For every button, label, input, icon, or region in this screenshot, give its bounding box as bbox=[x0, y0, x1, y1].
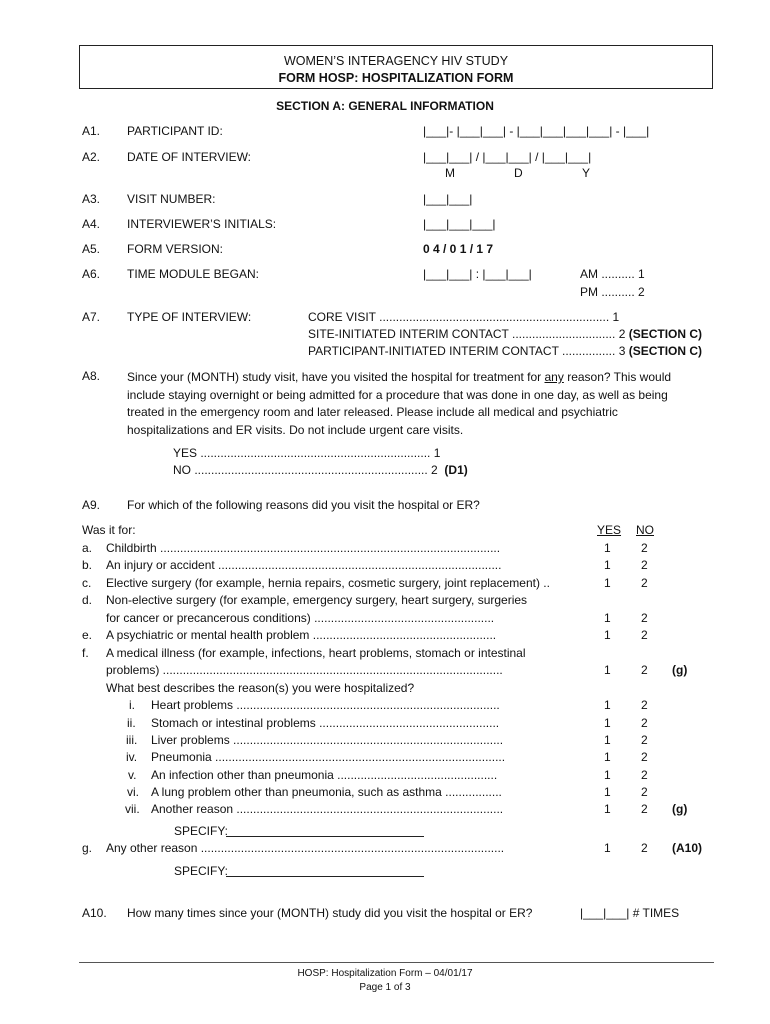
a6-number: A6. bbox=[82, 267, 101, 281]
times-field[interactable]: |___|___| # TIMES bbox=[580, 906, 680, 920]
a4-label: INTERVIEWER’S INITIALS: bbox=[127, 217, 277, 231]
item-e-letter: e. bbox=[82, 628, 93, 642]
item-fii-no[interactable]: 2 bbox=[641, 716, 648, 730]
item-fv-yes[interactable]: 1 bbox=[604, 768, 611, 782]
form-title: FORM HOSP: HOSPITALIZATION FORM bbox=[278, 71, 514, 85]
item-fvii-yes[interactable]: 1 bbox=[604, 802, 611, 816]
a7-label: TYPE OF INTERVIEW: bbox=[127, 310, 252, 324]
a9-question: For which of the following reasons did you visit the hospital or ER? bbox=[127, 498, 480, 512]
a8-question-post: reason? This would include staying overnight or being admitted for a procedure that was done in one day, as well as being treated in the emergency room and later released. Please include all medical and psychiatric hospitalizations and ER visits. Do not include urgent care visits. bbox=[127, 370, 672, 437]
a3-number: A3. bbox=[82, 192, 101, 206]
item-b-yes[interactable]: 1 bbox=[604, 558, 611, 572]
item-b-text: An injury or accident ..................................................................................... bbox=[106, 558, 502, 572]
item-d-yes[interactable]: 1 bbox=[604, 611, 611, 625]
item-b-letter: b. bbox=[82, 558, 93, 572]
item-c-text: Elective surgery (for example, hernia repairs, cosmetic surgery, joint replacement) .. bbox=[106, 576, 550, 590]
col-no-header: NO bbox=[636, 523, 654, 537]
site-interim-label: SITE-INITIATED INTERIM CONTACT ............................... 2 bbox=[308, 327, 626, 341]
item-d-letter: d. bbox=[82, 593, 93, 607]
item-d-no[interactable]: 2 bbox=[641, 611, 648, 625]
item-e-no[interactable]: 2 bbox=[641, 628, 648, 642]
item-a-letter: a. bbox=[82, 541, 93, 555]
a10-number: A10. bbox=[82, 906, 107, 920]
item-fiv-no[interactable]: 2 bbox=[641, 750, 648, 764]
a8-question bbox=[127, 369, 702, 439]
item-c-no[interactable]: 2 bbox=[641, 576, 648, 590]
item-fvi-no[interactable]: 2 bbox=[641, 785, 648, 799]
item-fv-no[interactable]: 2 bbox=[641, 768, 648, 782]
section-a-title: SECTION A: GENERAL INFORMATION bbox=[276, 99, 494, 113]
a5-label: FORM VERSION: bbox=[127, 242, 224, 256]
item-fv-num: v. bbox=[128, 768, 137, 782]
a2-label: DATE OF INTERVIEW: bbox=[127, 150, 252, 164]
am-option[interactable]: AM .......... 1 bbox=[580, 267, 645, 281]
participant-id-field[interactable]: |___|- |___|___| - |___|___|___|___| - |___| bbox=[423, 124, 650, 138]
item-f-subquestion: What best describes the reason(s) you were hospitalized? bbox=[106, 681, 415, 695]
a8-number: A8. bbox=[82, 369, 101, 383]
date-year-label: Y bbox=[582, 166, 591, 180]
a8-no-label: NO ...................................................................... 2 bbox=[173, 463, 438, 477]
item-fvii-num: vii. bbox=[125, 802, 140, 816]
item-b-no[interactable]: 2 bbox=[641, 558, 648, 572]
item-f-no[interactable]: 2 bbox=[641, 663, 648, 677]
interview-date-field[interactable]: |___|___| / |___|___| / |___|___| bbox=[423, 150, 592, 164]
item-fiv-text: Pneumonia ....................................................................................... bbox=[151, 750, 506, 764]
item-fvii-no[interactable]: 2 bbox=[641, 802, 648, 816]
item-f-yes[interactable]: 1 bbox=[604, 663, 611, 677]
time-began-field[interactable]: |___|___| : |___|___| bbox=[423, 267, 532, 281]
a1-label: PARTICIPANT ID: bbox=[127, 124, 223, 138]
fvii-specify-label: SPECIFY: bbox=[174, 824, 229, 838]
was-it-for: Was it for: bbox=[82, 523, 136, 537]
fvii-specify-line[interactable] bbox=[226, 836, 424, 837]
study-title: WOMEN’S INTERAGENCY HIV STUDY bbox=[283, 54, 509, 68]
item-e-yes[interactable]: 1 bbox=[604, 628, 611, 642]
item-fiv-num: iv. bbox=[126, 750, 138, 764]
item-g-skip: (A10) bbox=[672, 841, 703, 855]
g-specify-label: SPECIFY: bbox=[174, 864, 229, 878]
col-yes-header: YES bbox=[597, 523, 622, 537]
item-g-text: Any other reason ........................................................................................... bbox=[106, 841, 505, 855]
item-g-yes[interactable]: 1 bbox=[604, 841, 611, 855]
site-interim-option[interactable] bbox=[308, 327, 702, 341]
participant-interim-skip: (SECTION C) bbox=[628, 344, 703, 358]
item-d-text-line2: for cancer or precancerous conditions) ...................................................... bbox=[106, 611, 495, 625]
date-month-label: M bbox=[445, 166, 455, 180]
g-specify-line[interactable] bbox=[226, 876, 424, 877]
item-fiv-yes[interactable]: 1 bbox=[604, 750, 611, 764]
footer-divider bbox=[79, 962, 714, 963]
participant-interim-label: PARTICIPANT-INITIATED INTERIM CONTACT ................ 3 bbox=[308, 344, 626, 358]
item-fiii-no[interactable]: 2 bbox=[641, 733, 648, 747]
site-interim-skip: (SECTION C) bbox=[628, 327, 703, 341]
item-f-text-line1: A medical illness (for example, infections, heart problems, stomach or intestinal bbox=[106, 646, 526, 660]
date-day-label: D bbox=[514, 166, 523, 180]
a1-number: A1. bbox=[82, 124, 101, 138]
item-fi-yes[interactable]: 1 bbox=[604, 698, 611, 712]
item-fii-text: Stomach or intestinal problems ...................................................... bbox=[151, 716, 500, 730]
a8-no-option[interactable] bbox=[173, 463, 468, 477]
item-f-skip: (g) bbox=[672, 663, 688, 677]
footer-page-number: Page 1 of 3 bbox=[359, 982, 411, 993]
interviewer-initials-field[interactable]: |___|___|___| bbox=[423, 217, 496, 231]
a7-number: A7. bbox=[82, 310, 101, 324]
participant-interim-option[interactable] bbox=[308, 344, 702, 358]
a8-yes-option[interactable]: YES ..................................................................... 1 bbox=[173, 446, 441, 460]
item-a-yes[interactable]: 1 bbox=[604, 541, 611, 555]
visit-number-field[interactable]: |___|___| bbox=[423, 192, 473, 206]
item-d-text-line1: Non-elective surgery (for example, emergency surgery, heart surgery, surgeries bbox=[106, 593, 528, 607]
item-fvii-skip: (g) bbox=[672, 802, 688, 816]
item-fvi-yes[interactable]: 1 bbox=[604, 785, 611, 799]
item-fiii-num: iii. bbox=[126, 733, 138, 747]
footer-form-name: HOSP: Hospitalization Form – 04/01/17 bbox=[297, 968, 473, 979]
item-fi-text: Heart problems ............................................................................... bbox=[151, 698, 500, 712]
pm-option[interactable]: PM .......... 2 bbox=[580, 285, 645, 299]
form-header-box bbox=[79, 45, 713, 89]
item-a-text: Childbirth ...................................................................................................... bbox=[106, 541, 501, 555]
a2-number: A2. bbox=[82, 150, 101, 164]
item-fii-yes[interactable]: 1 bbox=[604, 716, 611, 730]
item-fiii-yes[interactable]: 1 bbox=[604, 733, 611, 747]
item-c-yes[interactable]: 1 bbox=[604, 576, 611, 590]
item-f-text-line2: problems) ...................................................................................................... bbox=[106, 663, 503, 677]
item-a-no[interactable]: 2 bbox=[641, 541, 648, 555]
item-fvii-text: Another reason ................................................................................ bbox=[151, 802, 504, 816]
a8-no-skip: (D1) bbox=[444, 463, 468, 477]
item-fi-num: i. bbox=[129, 698, 135, 712]
a6-label: TIME MODULE BEGAN: bbox=[127, 267, 260, 281]
a5-number: A5. bbox=[82, 242, 101, 256]
a10-question: How many times since your (MONTH) study did you visit the hospital or ER? bbox=[127, 906, 533, 920]
item-fv-text: An infection other than pneumonia ................................................ bbox=[151, 768, 498, 782]
form-version-value: 0 4 / 0 1 / 1 7 bbox=[423, 242, 494, 256]
item-fvi-text: A lung problem other than pneumonia, such as asthma ................. bbox=[151, 785, 502, 799]
a3-label: VISIT NUMBER: bbox=[127, 192, 216, 206]
item-fvi-num: vi. bbox=[127, 785, 139, 799]
item-f-letter: f. bbox=[82, 646, 89, 660]
item-g-no[interactable]: 2 bbox=[641, 841, 648, 855]
a9-number: A9. bbox=[82, 498, 101, 512]
core-visit-option[interactable]: CORE VISIT ..................................................................... 1 bbox=[308, 310, 620, 324]
item-fii-num: ii. bbox=[127, 716, 136, 730]
item-fiii-text: Liver problems ................................................................................. bbox=[151, 733, 504, 747]
a8-question-any: any bbox=[544, 370, 564, 384]
item-fi-no[interactable]: 2 bbox=[641, 698, 648, 712]
a4-number: A4. bbox=[82, 217, 101, 231]
item-c-letter: c. bbox=[82, 576, 92, 590]
a8-question-pre: Since your (MONTH) study visit, have you visited the hospital for treatment for bbox=[127, 370, 545, 384]
item-g-letter: g. bbox=[82, 841, 93, 855]
item-e-text: A psychiatric or mental health problem ....................................................... bbox=[106, 628, 497, 642]
